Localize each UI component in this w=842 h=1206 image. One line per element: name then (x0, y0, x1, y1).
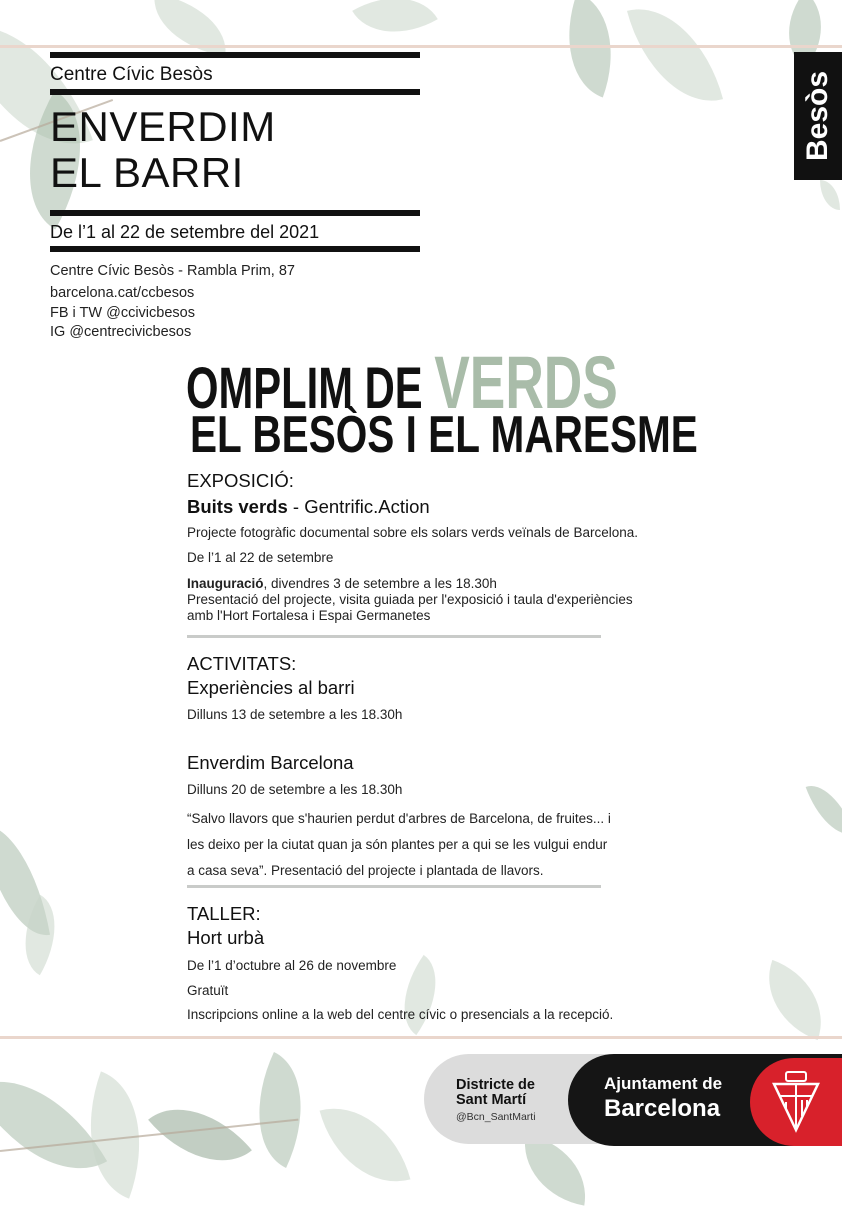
taller-price: Gratuït (187, 983, 229, 998)
district-name: Districte de Sant Martí (456, 1077, 535, 1108)
district-handle: @Bcn_SantMarti (456, 1111, 536, 1123)
exposicio-description: Projecte fotogràfic documental sobre els solars verds veïnals de Barcelona. (187, 525, 638, 540)
activity-title: Experiències al barri (187, 677, 355, 698)
section-label-activitats: ACTIVITATS: (187, 653, 297, 674)
section-label-taller: TALLER: (187, 903, 261, 924)
activity-date: Dilluns 20 de setembre a les 18.30h (187, 782, 403, 797)
headline-line2: EL BESÒS I EL MARESME (190, 406, 698, 464)
decorative-line-bottom (0, 1036, 842, 1039)
exposicio-detail: amb l'Hort Fortalesa i Espai Germanetes (187, 608, 431, 623)
ajuntament-red-badge (750, 1058, 842, 1146)
header-rule (50, 246, 420, 252)
exposicio-dates: De l’1 al 22 de setembre (187, 550, 334, 565)
decorative-line-top (0, 45, 842, 48)
contact-social-ig: IG @centrecivicbesos (50, 324, 192, 340)
section-divider (187, 635, 601, 638)
besos-side-tab: Besòs (794, 52, 842, 180)
taller-title: Hort urbà (187, 927, 265, 948)
activity-title: Enverdim Barcelona (187, 752, 354, 773)
ajuntament-name-line1: Ajuntament de (604, 1074, 723, 1093)
header-rule (50, 52, 420, 58)
section-divider (187, 885, 601, 888)
venue-name: Centre Cívic Besòs (50, 64, 213, 85)
poster-title: ENVERDIM EL BARRI (50, 103, 276, 196)
activity-quote: “Salvo llavors que s'haurien perdut d'arbres de Barcelona, de fruites... i les deixo per la ciutat quan ja són plantes per a qui se les vulgui endur a casa seva”. Presentació del projecte i plantada de llavors. (187, 811, 611, 878)
exposicio-title: Buits verds - Gentrific.Action (187, 496, 430, 517)
contact-address: Centre Cívic Besòs - Rambla Prim, 87 (50, 263, 295, 279)
section-label-exposicio: EXPOSICIÓ: (187, 470, 294, 491)
contact-social-fb-tw: FB i TW @ccivicbesos (50, 305, 195, 321)
header-rule (50, 210, 420, 216)
headline-line1: OMPLIM DE VERDS (186, 341, 618, 424)
taller-registration: Inscripcions online a la web del centre cívic o presencials a la recepció. (187, 1007, 614, 1022)
exposicio-detail: Presentació del projecte, visita guiada per l'exposició i taula d'experiències (187, 592, 633, 607)
activity-date: Dilluns 13 de setembre a les 18.30h (187, 707, 403, 722)
event-dates: De l’1 al 22 de setembre del 2021 (50, 222, 320, 242)
barcelona-shield-icon (766, 1070, 826, 1134)
ajuntament-name-line2: Barcelona (604, 1095, 721, 1122)
header-rule (50, 89, 420, 95)
exposicio-inauguration: Inauguració, divendres 3 de setembre a les 18.30h (187, 576, 497, 591)
contact-web[interactable]: barcelona.cat/ccbesos (50, 285, 195, 301)
taller-dates: De l’1 d’octubre al 26 de novembre (187, 958, 397, 973)
